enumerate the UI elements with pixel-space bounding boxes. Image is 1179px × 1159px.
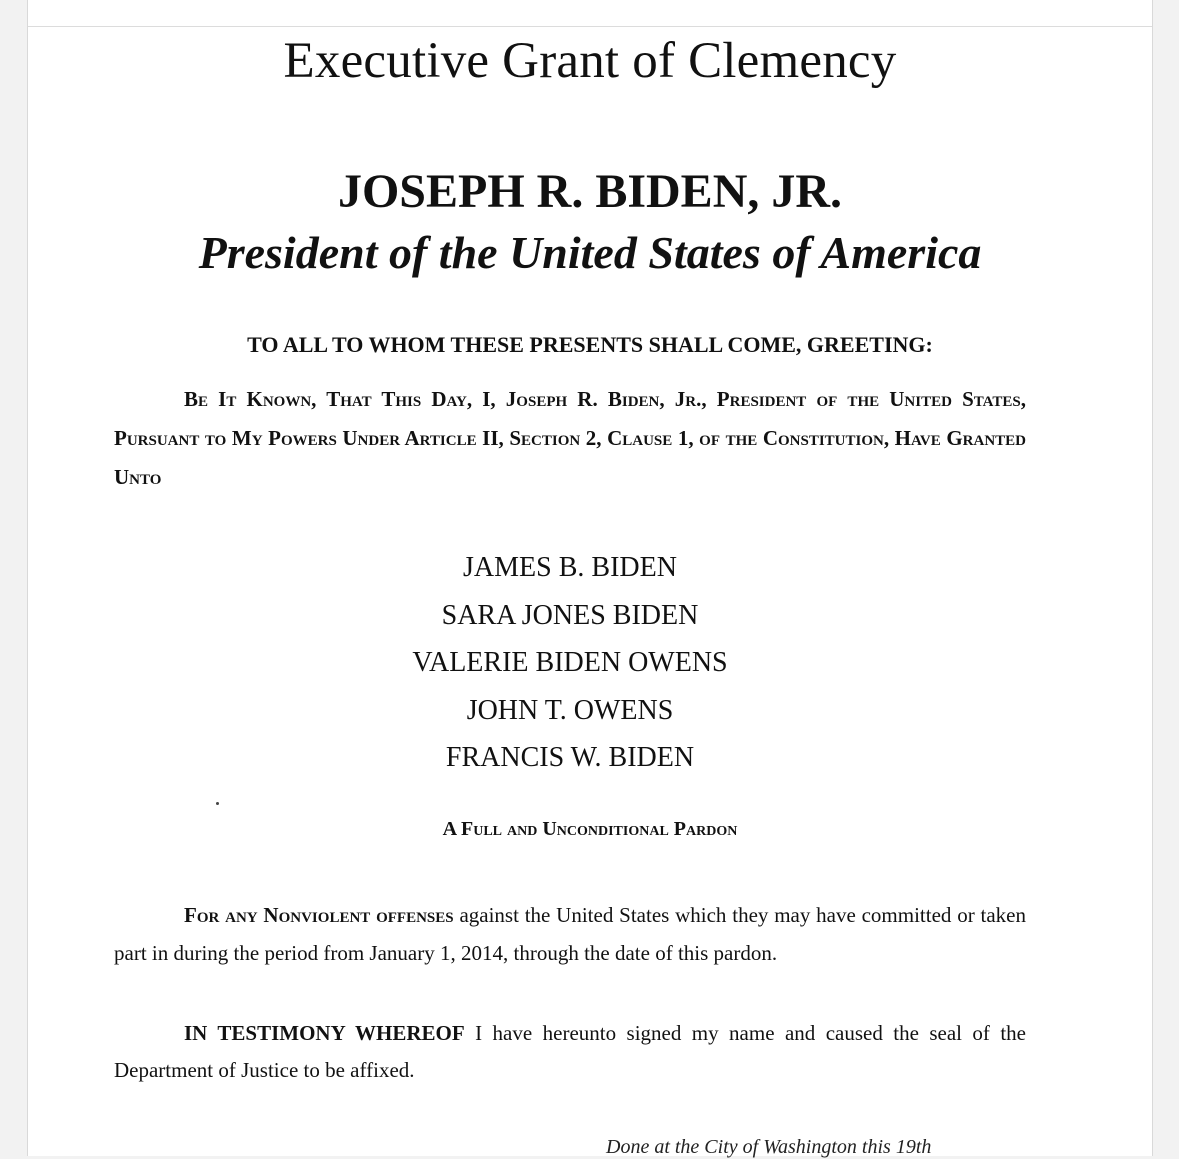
pardon-heading: A Full and Unconditional Pardon: [442, 818, 738, 840]
done-at-partial: Done at the City of Washington this 19th: [606, 1136, 932, 1158]
grantee-name: JOHN T. OWENS: [466, 694, 674, 726]
cut-off-line: [28, 1136, 1152, 1158]
grantee-name: JAMES B. BIDEN: [463, 552, 677, 583]
offenses-paragraph: [114, 896, 1026, 972]
offenses-text: against the United States which they may have committed or taken part in during the period from January 1, 2014, through the date of this pardon.: [114, 903, 1027, 965]
president-name: JOSEPH R. BIDEN, JR.: [337, 165, 843, 218]
page-top-divider: [28, 26, 1152, 27]
grantee-name: SARA JONES BIDEN: [441, 599, 699, 631]
grantee-name: VALERIE BIDEN OWENS: [412, 647, 728, 678]
document-page: [27, 0, 1153, 1156]
greeting-line: TO ALL TO WHOM THESE PRESENTS SHALL COME, GREETING:: [247, 332, 933, 357]
grantee-name: FRANCIS W. BIDEN: [445, 742, 695, 773]
offenses-lead: For any Nonviolent offenses: [184, 903, 454, 927]
be-it-known-paragraph: [114, 380, 1026, 497]
president-title: President of the United States of America: [198, 227, 982, 278]
be-it-known-text: Be It Known, That This Day, I, Joseph R. Biden, Jr., President of the United States, Pursuant to My Powers Under Article II, Section 2, Clause 1, of the Constitution, Have Granted Unto: [114, 387, 1026, 489]
stray-mark: [216, 802, 219, 805]
grantee-list: [114, 544, 1026, 782]
testimony-paragraph: [114, 1015, 1026, 1089]
testimony-lead: IN TESTIMONY WHEREOF: [184, 1021, 465, 1045]
document-title: Executive Grant of Clemency: [283, 33, 897, 89]
testimony-text: I have hereunto signed my name and caused the seal of the Department of Justice to be affixed.: [114, 1021, 1027, 1082]
